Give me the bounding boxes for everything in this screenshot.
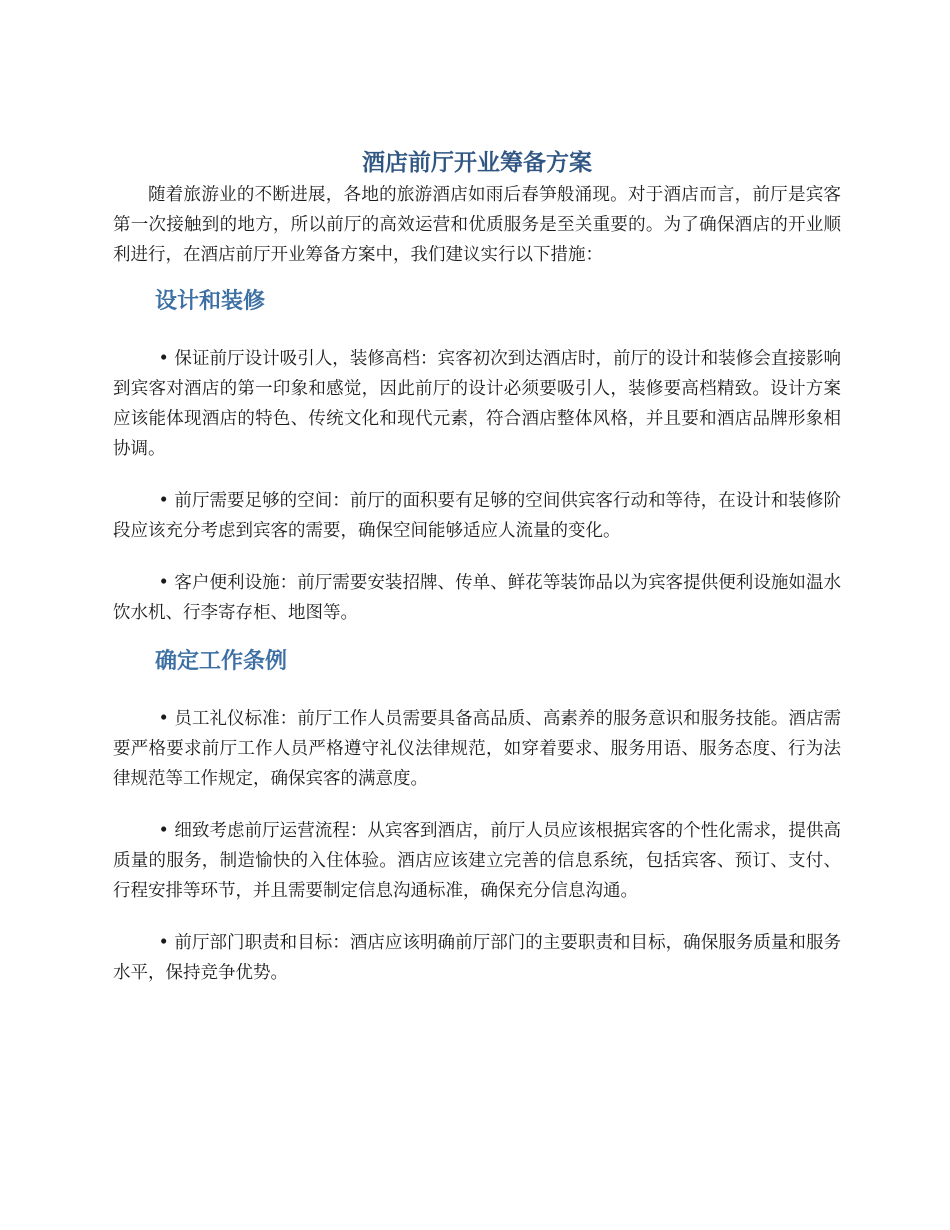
list-item: • 员工礼仪标准：前厅工作人员需要具备高品质、高素养的服务意识和服务技能。酒店需要严格要求前厅工作人员严格遵守礼仪法律规范，如穿着要求、服务用语、服务态度、行为法律规范等工作规定，确保宾客的满意度。 xyxy=(113,709,841,789)
intro-paragraph: 随着旅游业的不断进展，各地的旅游酒店如雨后春笋般涌现。对于酒店而言，前厅是宾客第一次接触到的地方，所以前厅的高效运营和优质服务是至关重要的。为了确保酒店的开业顺利进行，在酒店前厅开业筹备方案中，我们建议实行以下措施： xyxy=(113,185,841,265)
section-list-design xyxy=(113,344,841,628)
section-heading-design: 设计和装修 xyxy=(155,289,266,314)
list-item: • 保证前厅设计吸引人，装修高档：宾客初次到达酒店时，前厅的设计和装修会直接影响到宾客对酒店的第一印象和感觉，因此前厅的设计必须要吸引人，装修要高档精致。设计方案应该能体现酒店的特色、传统文化和现代元素，符合酒店整体风格，并且要和酒店品牌形象相协调。 xyxy=(113,349,841,459)
list-item: • 前厅部门职责和目标：酒店应该明确前厅部门的主要职责和目标，确保服务质量和服务水平，保持竞争优势。 xyxy=(113,933,841,983)
section-list-rules xyxy=(113,704,841,988)
document-title: 酒店前厅开业筹备方案 xyxy=(362,150,592,176)
list-item: • 细致考虑前厅运营流程：从宾客到酒店，前厅人员应该根据宾客的个性化需求，提供高质量的服务，制造愉快的入住体验。酒店应该建立完善的信息系统，包括宾客、预订、支付、行程安排等环节，并且需要制定信息沟通标准，确保充分信息沟通。 xyxy=(113,821,841,901)
document-body xyxy=(113,146,841,988)
section-heading-rules: 确定工作条例 xyxy=(155,649,288,674)
list-item: • 前厅需要足够的空间：前厅的面积要有足够的空间供宾客行动和等待，在设计和装修阶段应该充分考虑到宾客的需要，确保空间能够适应人流量的变化。 xyxy=(113,491,841,541)
list-item: • 客户便利设施：前厅需要安装招牌、传单、鲜花等装饰品以为宾客提供便利设施如温水饮水机、行李寄存柜、地图等。 xyxy=(113,573,841,623)
